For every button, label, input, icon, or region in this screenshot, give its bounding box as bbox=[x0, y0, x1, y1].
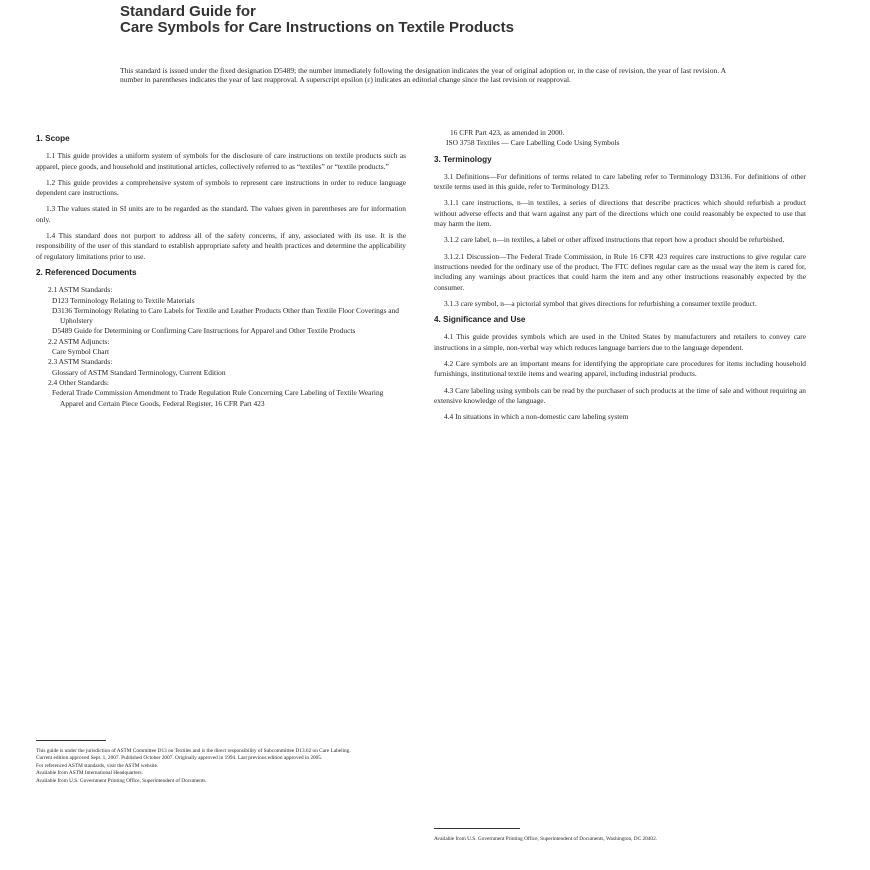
left-column bbox=[36, 128, 406, 409]
reference-item: 2.2 ASTM Adjuncts: bbox=[48, 336, 110, 346]
reference-item: 2.3 ASTM Standards: bbox=[48, 357, 113, 367]
footnote: For referenced ASTM standards, visit the ASTM website. bbox=[36, 762, 159, 769]
footnote: Available from ASTM International Headquarters. bbox=[36, 770, 143, 777]
paragraph: 4.3 Care labeling using symbols can be read by the purchaser of such products at the time of sale and without requiring an extensive knowledge of the language. bbox=[434, 385, 806, 405]
footnote: Available from U.S. Government Printing Office, Superintendent of Documents. bbox=[36, 777, 207, 784]
paragraph: 3.1.1 care instructions, n—in textiles, a series of directions that describe practices which should refurbish a product without adverse effects and that warn against any part of the directions which one could reasonably be expected to use that may harm the item. bbox=[434, 198, 806, 229]
left-footnotes bbox=[36, 748, 406, 785]
footnote: Available from U.S. Government Printing Office, Superintendent of Documents, Washington, DC 20402. bbox=[434, 836, 658, 842]
paragraph: 4.1 This guide provides symbols which are used in the United States by manufacturers and retailers to convey care instructions in a simple, non-verbal way which reduces language barriers due to the language dependent. bbox=[434, 332, 806, 352]
reference-item: 16 CFR Part 423, as amended in 2000. bbox=[450, 128, 565, 137]
paragraph: 1.2 This guide provides a comprehensive system of symbols to represent care instructions in order to reduce language dependent care instructions. bbox=[36, 177, 406, 198]
section-heading-significance-and-use: 4. Significance and Use bbox=[434, 315, 526, 325]
paragraph: 3.1.2.1 Discussion—The Federal Trade Commission, in Rule 16 CFR 423 requires care instructions to give regular care instructions needed for the ordinary use of the product. The FTC defines regular care as the usual way the item is cared for, including any warnings about practices that could harm the item and any other instructions reasonably expected by the consumer. bbox=[434, 251, 806, 292]
document-title bbox=[120, 4, 514, 36]
paragraph: 3.1.2 care label, n—in textiles, a label or other affixed instructions that report how a product should be refurbished. bbox=[444, 235, 785, 245]
paragraph: 1.4 This standard does not purport to address all of the safety concerns, if any, associated with its use. It is the responsibility of the user of this standard to establish appropriate safety and health practices and determine the applicability of regulatory limitations prior to use. bbox=[36, 231, 406, 261]
section-heading-referenced-documents: 2. Referenced Documents bbox=[36, 267, 137, 277]
paragraph: 3.1 Definitions—For definitions of terms related to care labeling refer to Terminology D3136. For definitions of other textile terms used in this guide, refer to Terminology D123. bbox=[434, 171, 806, 192]
paragraph: 4.2 Care symbols are an important means for identifying the appropriate care procedures for items including household furnishings, institutional textile items and wearing apparel, including industrial products. bbox=[434, 359, 806, 379]
reference-item: D5489 Guide for Determining or Confirming Care Instructions for Apparel and Other Textile Products bbox=[52, 326, 356, 336]
title-line-1: Standard Guide for bbox=[120, 3, 256, 20]
right-column bbox=[434, 128, 806, 429]
footnote: This guide is under the jurisdiction of ASTM Committee D13 on Textiles and is the direct responsibility of Subcommittee D13.62 on Care Labeling. bbox=[36, 748, 351, 754]
footnote-rule bbox=[434, 828, 520, 829]
designation-note: This standard is issued under the fixed designation D5489; the number immediately following the designation indicates the year of original adoption or, in the case of revision, the year of last revision. A number in parentheses indicates the year of last reapproval. A superscript epsilon (ε) indicates an editorial change since the last revision or reapproval. bbox=[120, 66, 726, 85]
paragraph: 3.1.3 care symbol, n—a pictorial symbol that gives directions for refurbishing a consumer textile product. bbox=[444, 298, 757, 308]
reference-item: 2.1 ASTM Standards: bbox=[48, 285, 113, 295]
reference-item: D123 Terminology Relating to Textile Materials bbox=[52, 295, 195, 305]
reference-item: 2.4 Other Standards: bbox=[48, 377, 109, 387]
right-footnotes bbox=[434, 836, 806, 843]
reference-item: Care Symbol Chart bbox=[52, 347, 110, 357]
section-heading-terminology: 3. Terminology bbox=[434, 154, 492, 164]
paragraph: 1.1 This guide provides a uniform system of symbols for the disclosure of care instructions on textile products such as apparel, piece goods, and household and institutional articles, collectively referred to as “textiles” or “textile products.” bbox=[36, 151, 406, 171]
footnote: Current edition approved Sept. 1, 2007. Published October 2007. Originally approved in 1994. Last previous edition approved in 2005. bbox=[36, 755, 323, 762]
paragraph: 4.4 In situations in which a non-domestic care labeling system bbox=[444, 412, 629, 422]
reference-item: Glossary of ASTM Standard Terminology, Current Edition bbox=[52, 367, 226, 377]
section-heading-scope: 1. Scope bbox=[36, 134, 70, 143]
footnote-rule bbox=[36, 740, 106, 741]
paragraph: 1.3 The values stated in SI units are to be regarded as the standard. The values given in parentheses are for information only. bbox=[36, 204, 406, 224]
reference-item: ISO 3758 Textiles — Care Labelling Code Using Symbols bbox=[446, 138, 620, 148]
title-line-2: Care Symbols for Care Instructions on Textile Products bbox=[120, 19, 514, 36]
reference-item: D3136 Terminology Relating to Care Labels for Textile and Leather Products Other than Textile Floor Coverings and Upholstery bbox=[52, 305, 399, 326]
reference-item: Federal Trade Commission Amendment to Trade Regulation Rule Concerning Care Labeling of Textile Wearing Apparel and Certain Piece Goods, Federal Register, 16 CFR Part 423 bbox=[52, 388, 384, 408]
